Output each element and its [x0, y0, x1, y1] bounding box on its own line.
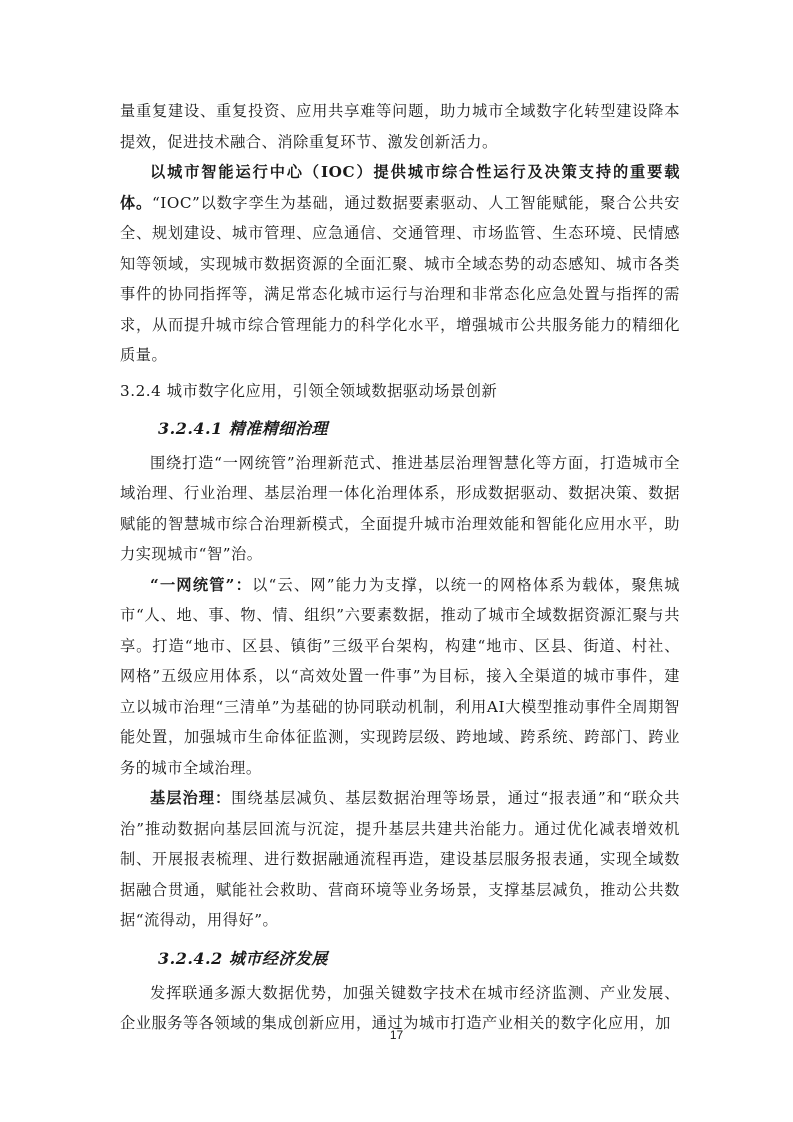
section-heading-3-2-4-2: 3.2.4.2 城市经济发展	[158, 948, 328, 968]
page-number: 17	[389, 1028, 404, 1042]
paragraph-lead-ioc: 以城市智能运行中心（IOC）提供城市综合性运行及决策支持的重要载体。	[120, 163, 680, 212]
paragraph-unified-management	[120, 570, 680, 784]
paragraph-governance: 围绕打造“一网统管”治理新范式、推进基层治理智慧化等方面，打造城市全域治理、行业治理、基层治理一体化治理体系，形成数据驱动、数据决策、数据赋能的智慧城市综合治理新模式，全面提升城市治理效能和智能化应用水平，助力实现城市“智”治。	[120, 453, 680, 563]
paragraph-continuation: 量重复建设、重复投资、应用共享难等问题，助力城市全域数字化转型建设降本提效，促进技术融合、消除重复环节、激发创新活力。	[120, 102, 680, 151]
paragraph-body-ioc: “IOC”以数字孪生为基础，通过数据要素驱动、人工智能赋能，聚合公共安全、规划建设、城市管理、应急通信、交通管理、市场监管、生态环境、民情感知等领域，实现城市数据资源的全面汇聚、城市全域态势的动态感知、城市各类事件的协同指挥等，满足常态化城市运行与治理和非常态化应急处置与指挥的需求，从而提升城市综合管理能力的科学化水平，增强城市公共服务能力的精细化质量。	[120, 193, 680, 364]
paragraph-body-unified-management: 以“云、网”能力为支撑，以统一的网格体系为载体，聚焦城市“人、地、事、物、情、组织”六要素数据，推动了城市全域数据资源汇聚与共享。打造“地市、区县、镇街”三级平台架构，构建“地市、区县、街道、村社、网格”五级应用体系，以“高效处置一件事”为目标，接入全渠道的城市事件，建立以城市治理“三清单”为基础的协同联动机制，利用AI大模型推动事件全周期智能处置，加强城市生命体征监测，实现跨层级、跨地域、跨系统、跨部门、跨业务的城市全域治理。	[120, 575, 680, 777]
paragraph-lead-unified-management: “一网统管”：	[150, 575, 253, 594]
paragraph-economic-development: 发挥联通多源大数据优势，加强关键数字技术在城市经济监测、产业发展、企业服务等各领域的集成创新应用，通过为城市打造产业相关的数字化应用，加	[120, 983, 680, 1032]
paragraph-grassroots-governance	[120, 783, 680, 936]
paragraph-ioc	[120, 157, 680, 371]
page-content	[120, 96, 680, 1039]
paragraph-lead-grassroots: 基层治理：	[150, 789, 232, 807]
section-heading-3-2-4-1: 3.2.4.1 精准精细治理	[158, 418, 328, 438]
paragraph-body-grassroots: 围绕基层减负、基层数据治理等场景，通过“报表通”和“联众共治”推动数据向基层回流与沉淀，提升基层共建共治能力。通过优化减表增效机制、开展报表梳理、进行数据融通流程再造，建设基层服务报表通，实现全域数据融合贯通，赋能社会救助、营商环境等业务场景，支撑基层减负，推动公共数据“流得动，用得好”。	[120, 789, 680, 929]
section-heading-3-2-4: 3.2.4 城市数字化应用，引领全领域数据驱动场景创新	[120, 381, 498, 400]
